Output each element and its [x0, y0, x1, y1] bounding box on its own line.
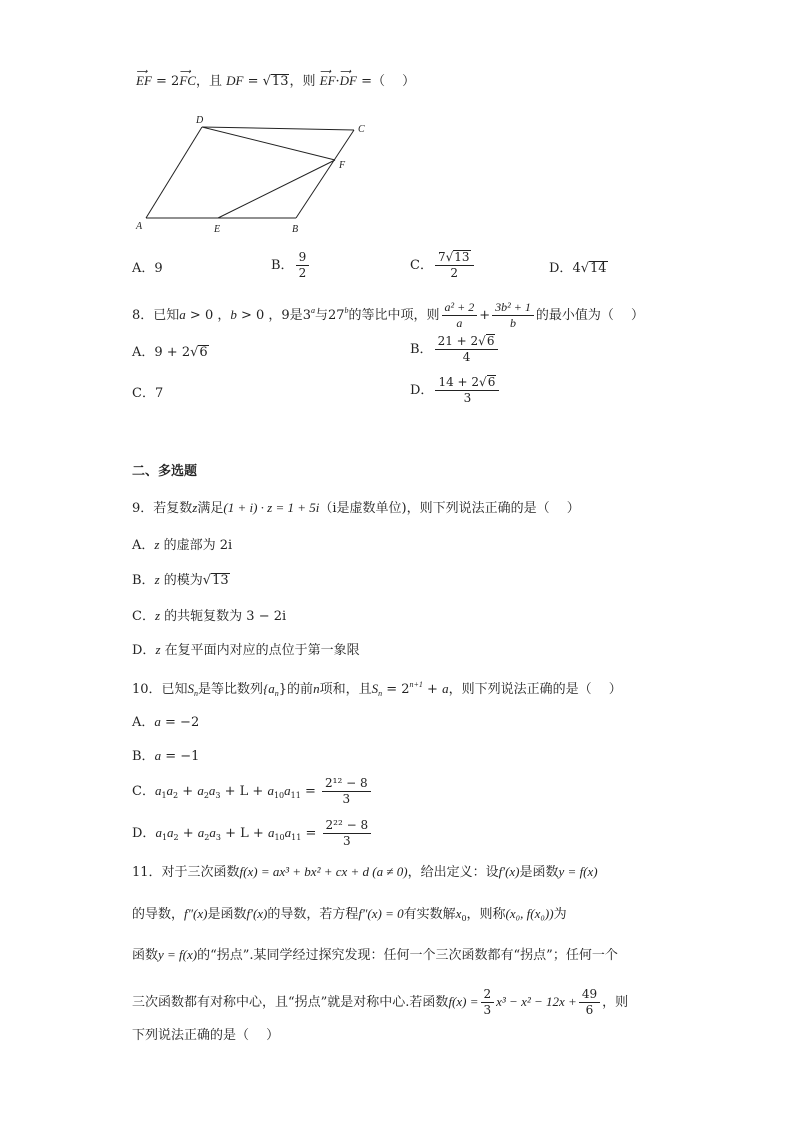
- vec-ef: ⟶ EF: [136, 72, 152, 90]
- q7-stem: ⟶ EF = 2⟶ FC，且 DF = √13，则 ⟶ EF·⟶ DF =（ ）: [136, 72, 415, 91]
- segment-ef-line: [218, 160, 335, 218]
- label-f: F: [339, 160, 346, 171]
- q7-option-d[interactable]: D．4√14: [549, 261, 607, 276]
- label-c: C: [358, 124, 365, 135]
- q8-stem: 8．已知a > 0 ，b > 0 ，9是3$^a$与27$^b$的等比中项，则 $\frac{\text{a² + 2}}{a}$ + $\frac{\text{3b² + 1}}{b}$ 的最小值为（ ）: [132, 300, 644, 330]
- q11-line-4: 三次函数都有对称中心，且“拐点”就是对称中心.若函数f(x) = $\frac{2}{3}$ x³ − x² − 12x + $\frac{49}{6}$ ，则: [132, 987, 629, 1017]
- q8-option-c[interactable]: C．7: [132, 386, 164, 401]
- q10-option-b[interactable]: B．a = −1: [132, 748, 200, 764]
- segment-df-line: [202, 127, 335, 160]
- q11-line-5: 下列说法正确的是（ ）: [132, 1028, 280, 1043]
- parallelogram-figure: [130, 110, 370, 240]
- q11-line-1: 11．对于三次函数f(x) = ax³ + bx² + cx + d (a ≠ 0)，给出定义：设f′(x)是函数y = f(x): [132, 864, 598, 880]
- q10-option-a[interactable]: A．a = −2: [132, 714, 200, 730]
- q7-option-b[interactable]: B． $\frac{9}{2}$: [271, 250, 311, 281]
- q11-line-2: 的导数，f″(x)是函数f′(x)的导数，若方程f″(x) = 0有实数解$x_0$，则称(x₀, f(x₀))为: [132, 906, 567, 923]
- vec-fc: ⟶ FC: [179, 72, 196, 90]
- label-a: A: [136, 221, 143, 232]
- q11-line-3: 函数y = f(x)的“拐点”.某同学经过探究发现：任何一个三次函数都有“拐点”；任何一个: [132, 947, 618, 963]
- label-e: E: [214, 224, 221, 235]
- edge-da: [146, 127, 202, 218]
- q9-option-b[interactable]: B．z 的模为√13: [132, 572, 229, 588]
- label-d: D: [196, 115, 204, 126]
- edge-cd: [202, 127, 354, 130]
- vec-df: ⟶ DF: [340, 72, 357, 90]
- q8-option-b[interactable]: B． $\frac{21 + 2√6}{4}$: [410, 334, 500, 365]
- q9-option-a[interactable]: A．z 的虚部为 2i: [132, 537, 233, 553]
- q7-option-c[interactable]: C． $\frac{7√13}{2}$: [410, 250, 476, 281]
- edge-bc: [296, 130, 354, 218]
- sqrt-symbol: √: [262, 74, 271, 89]
- label-b: B: [292, 224, 299, 235]
- q9-stem: 9．若复数z满足(1 + i) · z = 1 + 5i（i是虚数单位)，则下列说法正确的是（ ）: [132, 500, 580, 516]
- q9-option-d[interactable]: D．z 在复平面内对应的点位于第一象限: [132, 642, 360, 658]
- q10-stem: 10．已知$S_n$是等比数列$\{a_n\}$的前n项和，且$S_n = 2^{n+1} + a$，则下列说法正确的是（ ）: [132, 680, 622, 698]
- section-heading: 二、多选题: [132, 464, 198, 479]
- q9-option-c[interactable]: C．z 的共轭复数为 3 − 2i: [132, 608, 287, 624]
- q8-option-d[interactable]: D． $\frac{14 + 2√6}{3}$: [410, 375, 501, 406]
- segment-df: DF: [226, 73, 244, 88]
- q10-option-c[interactable]: C．$a_1a_2 + a_2a_3 + L + a_{10}a_{11}$ = $\frac{\text{2¹² − 8}}{3}$: [132, 776, 373, 807]
- q7-option-a[interactable]: A．9: [132, 261, 163, 276]
- q8-option-a[interactable]: A．9 + 2√6: [132, 345, 208, 360]
- q10-option-d[interactable]: D．$a_1a_2 + a_2a_3 + L + a_{10}a_{11}$ = $\frac{\text{2²² − 8}}{3}$: [132, 818, 373, 849]
